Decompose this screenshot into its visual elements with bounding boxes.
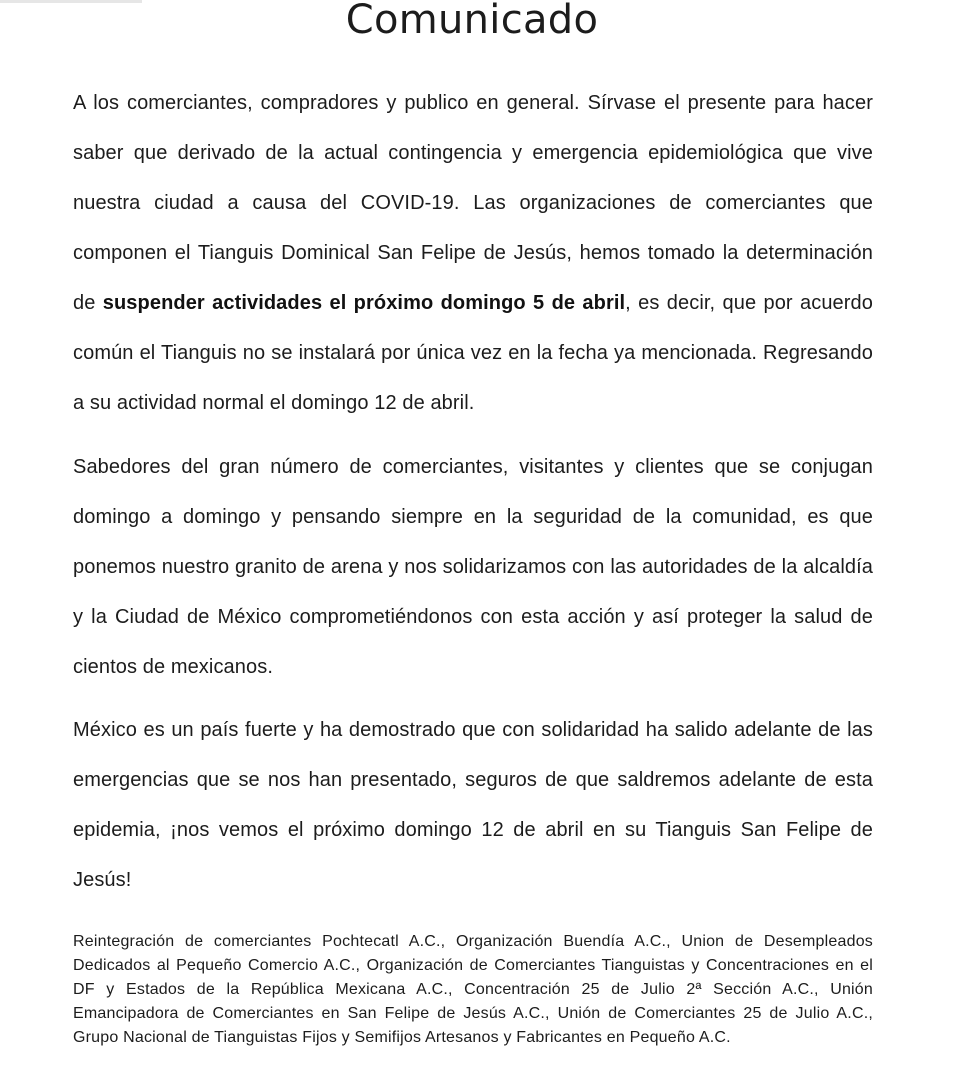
paragraph-community-safety: Sabedores del gran número de comerciantes, visitantes y clientes que se conjugan domingo a domingo y pensando siempre en la seguridad de la comunidad, es que ponemos nuestro granito de arena y nos solidarizamos con las autoridades de la alcaldía y la Ciudad de México comprometiéndonos con esta acción y así proteger la salud de cientos de mexicanos. <box>73 456 873 678</box>
suspension-notice-bold: suspender actividades el próximo domingo 5 de abril <box>102 292 626 314</box>
paragraph-announcement-intro: A los comerciantes, compradores y publico en general. Sírvase el presente para hacer saber que derivado de la actual contingencia y emergencia epidemiológica que vive nuestra ciudad a causa del COVID-19. Las organizaciones de comerciantes que componen el Tianguis Dominical San Felipe de Jesús, hemos tomado la determinación de <box>73 92 873 314</box>
signatory-organizations: Reintegración de comerciantes Pochtecatl A.C., Organización Buendía A.C., Union de Desempleados Dedicados al Pequeño Comercio A.C., Organización de Comerciantes Tianguistas y Concentraciones en el DF y Estados de la República Mexicana A.C., Concentración 25 de Julio 2ª Sección A.C., Unión Emancipadora de Comerciantes en San Felipe de Jesús A.C., Unión de Comerciantes 25 de Julio A.C., Grupo Nacional de Tianguistas Fijos y Semifijos Artesanos y Fabricantes en Pequeño A.C. <box>73 933 873 1046</box>
document-title: Comunicado <box>345 0 599 43</box>
paragraph-announcement <box>73 78 873 428</box>
paragraph-announcement-rest: , es decir, que por acuerdo común el Tianguis no se instalará por única vez en la fecha ya mencionada. Regresando a su actividad normal el domingo 12 de abril. <box>73 292 873 414</box>
paragraph-closing: México es un país fuerte y ha demostrado que con solidaridad ha salido adelante de las emergencias que se nos han presentado, seguros de que saldremos adelante de esta epidemia, ¡nos vemos el próximo domingo 12 de abril en su Tianguis San Felipe de Jesús! <box>73 719 873 891</box>
